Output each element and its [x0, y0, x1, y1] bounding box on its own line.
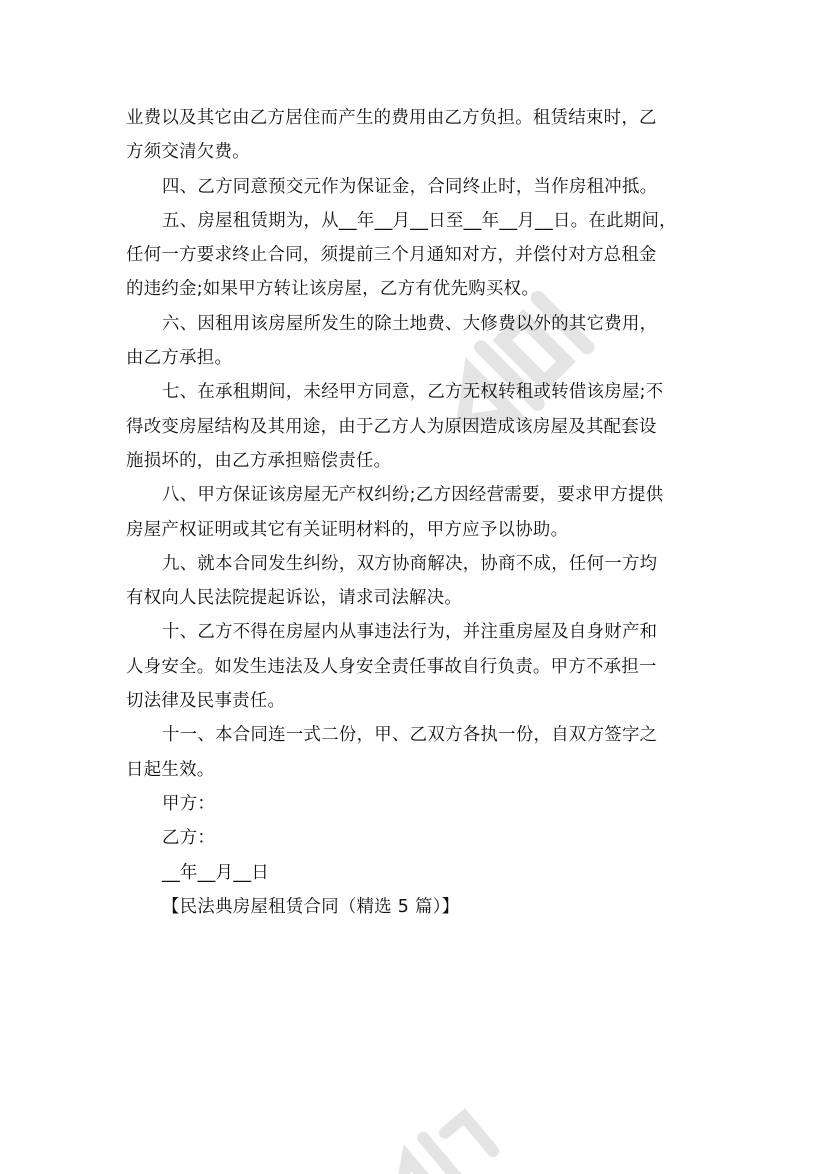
text-line: 人身安全。如发生违法及人身安全责任事故自行负责。甲方不承担一 — [126, 656, 657, 677]
text-line: 的违约金;如果甲方转让该房屋，乙方有优先购买权。 — [126, 279, 540, 300]
clause-11: 十一、本合同连一式二份，甲、乙双方各执一份，自双方签字之 — [162, 725, 658, 746]
text-line: 由乙方承担。 — [126, 348, 233, 369]
clause-5: 五、房屋租赁期为，从__年__月__日至__年__月__日。在此期间， — [162, 210, 677, 231]
text-line: 方须交清欠费。 — [126, 142, 250, 163]
watermark-bottom — [360, 1090, 520, 1174]
party-a-signature-line: 甲方： — [162, 793, 216, 814]
text-line: 日起生效。 — [126, 759, 215, 780]
text-line: 施损坏的，由乙方承担赔偿责任。 — [126, 450, 392, 471]
clause-10: 十、乙方不得在房屋内从事违法行为，并注重房屋及自身财产和 — [162, 622, 658, 643]
clause-8: 八、甲方保证该房屋无产权纠纷;乙方因经营需要，要求甲方提供 — [162, 485, 664, 506]
date-line: __年__月__日 — [162, 862, 270, 883]
text-line: 切法律及民事责任。 — [126, 691, 286, 712]
clause-6: 六、因租用该房屋所发生的除土地费、大修费以外的其它费用， — [162, 313, 658, 334]
party-b-signature-line: 乙方： — [162, 828, 216, 849]
clause-9: 九、就本合同发生纠纷，双方协商解决，协商不成，任何一方均 — [162, 553, 658, 574]
clause-7: 七、在承租期间，未经甲方同意，乙方无权转租或转借该房屋;不 — [162, 382, 664, 403]
text-line: 任何一方要求终止合同，须提前三个月通知对方，并偿付对方总租金 — [126, 245, 657, 266]
text-line: 得改变房屋结构及其用途，由于乙方人为原因造成该房屋及其配套设 — [126, 416, 657, 437]
section-heading: 【民法典房屋租赁合同（精选 5 篇）】 — [162, 896, 460, 917]
contract-body — [126, 101, 708, 924]
text-line: 业费以及其它由乙方居住而产生的费用由乙方负担。租赁结束时，乙 — [126, 108, 657, 128]
text-line: 房屋产权证明或其它有关证明材料的，甲方应予以协助。 — [126, 519, 569, 540]
text-line: 有权向人民法院提起诉讼，请求司法解决。 — [126, 588, 463, 609]
clause-4: 四、乙方同意预交元作为保证金，合同终止时，当作房租冲抵。 — [162, 176, 658, 197]
